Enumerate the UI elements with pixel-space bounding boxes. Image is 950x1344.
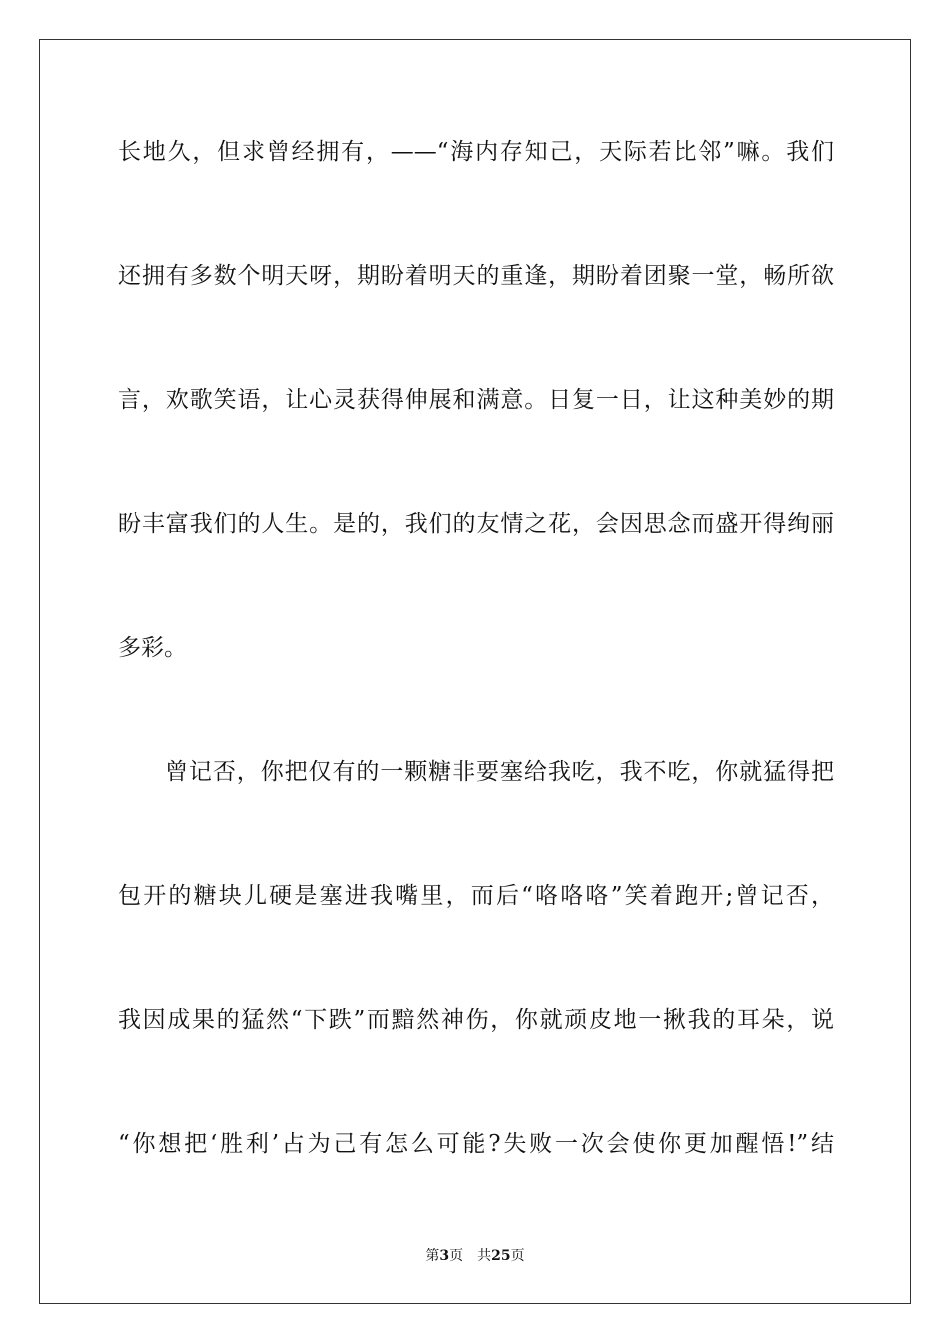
text-line-5: 多彩。 [118, 635, 187, 661]
text-line-8: 我因成果的猛然“下跌”而黯然神伤，你就顽皮地一揪我的耳朵，说 [118, 1007, 834, 1033]
total-prefix: 共 [477, 1248, 492, 1264]
text-line-4: 盼丰富我们的人生。是的，我们的友情之花，会因思念而盛开得绚丽 [118, 511, 834, 537]
text-line-6: 曾记否，你把仅有的一颗糖非要塞给我吃，我不吃，你就猛得把 [165, 759, 834, 785]
text-line-9: “你想把‘胜利’占为己有怎么可能?失败一次会使你更加醒悟!”结 [118, 1131, 834, 1157]
total-suffix: 页 [510, 1248, 525, 1264]
text-line-2: 还拥有多数个明天呀，期盼着明天的重逢，期盼着团聚一堂，畅所欲 [118, 263, 834, 289]
page-border [39, 39, 911, 1304]
text-line-1: 长地久，但求曾经拥有，——“海内存知己，天际若比邻”嘛。我们 [118, 139, 834, 165]
total-pages: 25 [491, 1248, 511, 1264]
text-line-3: 言，欢歌笑语，让心灵获得伸展和满意。日复一日，让这种美妙的期 [118, 387, 834, 413]
text-line-7: 包开的糖块儿硬是塞进我嘴里，而后“咯咯咯”笑着跑开;曾记否， [118, 883, 834, 909]
page-footer [0, 1246, 950, 1266]
page-prefix: 第 [425, 1248, 440, 1264]
page-number: 3 [439, 1248, 450, 1264]
page-suffix: 页 [449, 1248, 464, 1264]
